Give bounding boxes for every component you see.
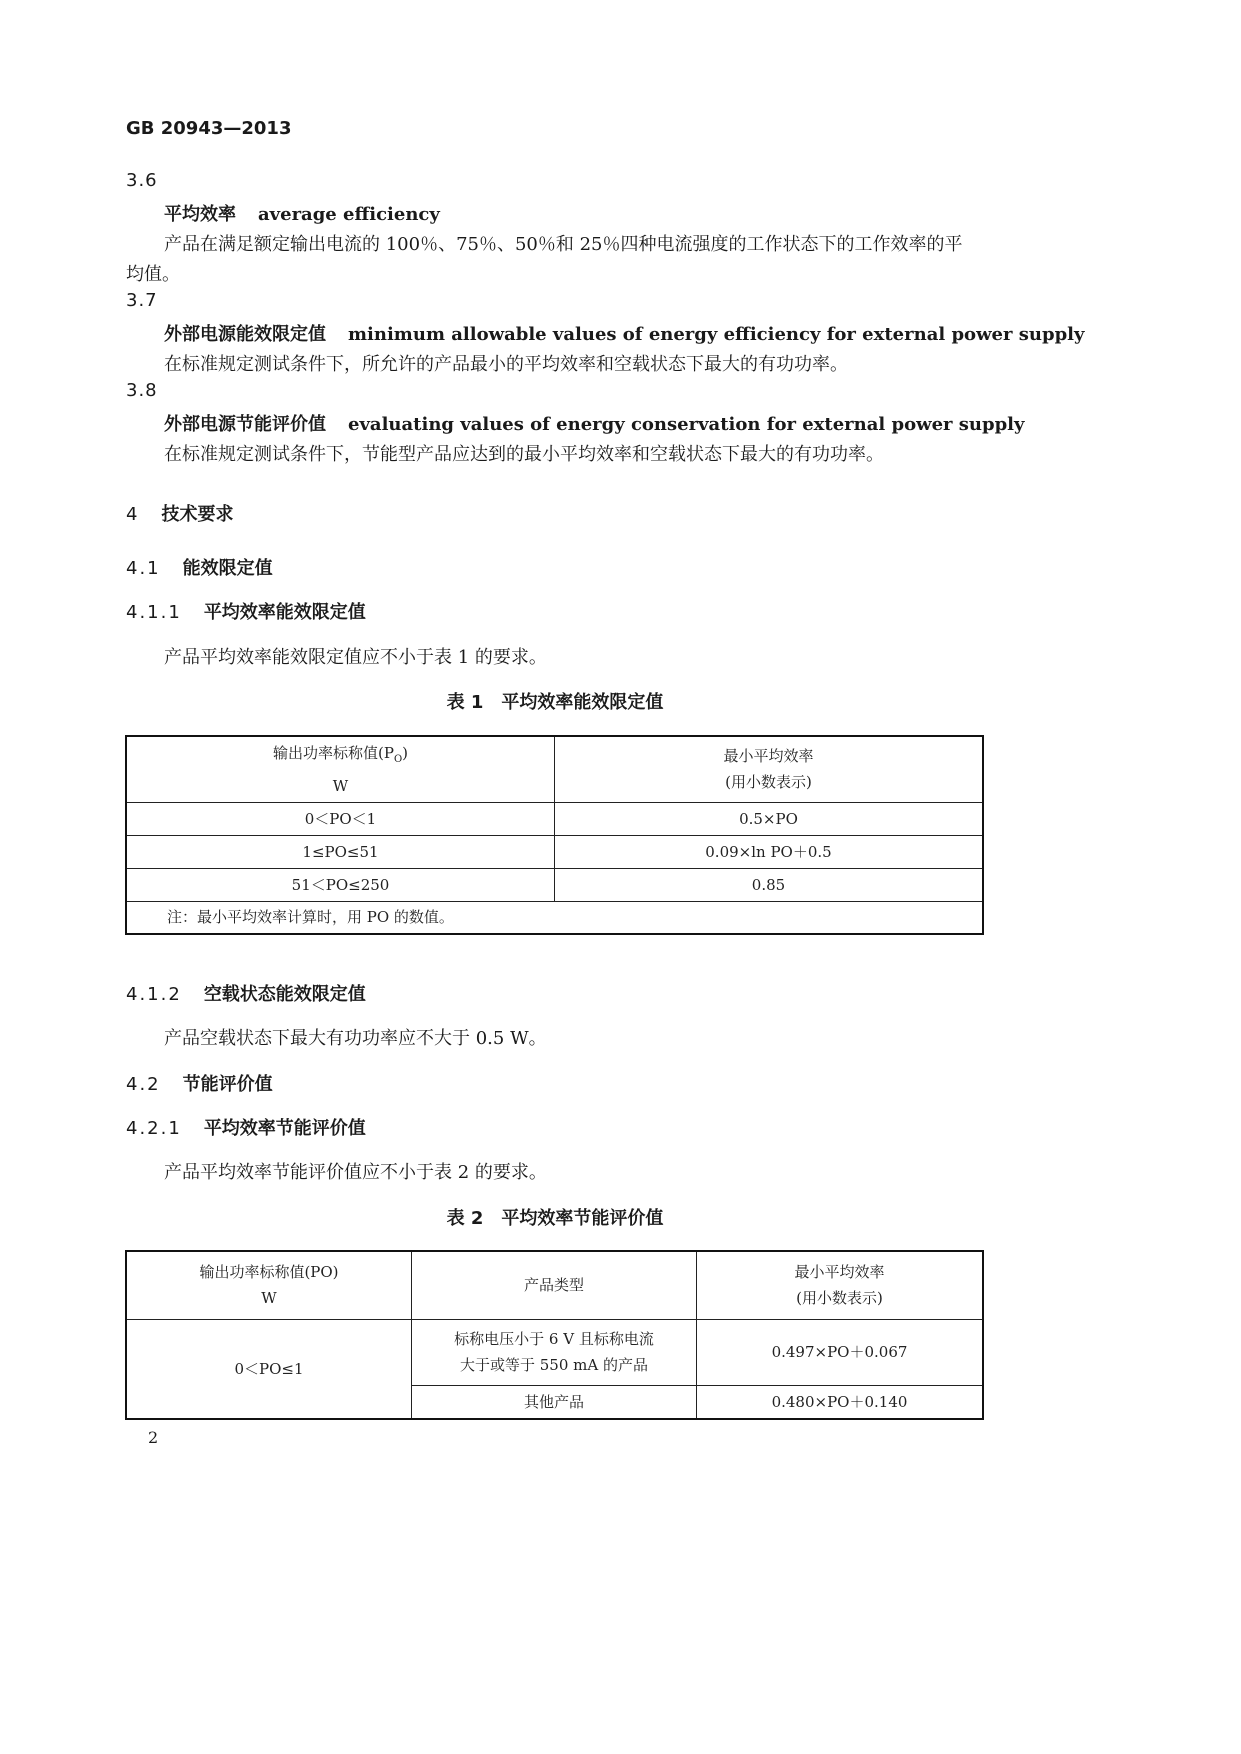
term-heading (164, 320, 1084, 346)
term-en: average efficiency (258, 204, 440, 225)
section-heading: 4 技术要求 (126, 504, 234, 525)
paragraph: 产品平均效率能效限定值应不小于表 1 的要求。 (164, 647, 547, 668)
table-cell: 0.480×PO＋0.140 (697, 1385, 984, 1419)
section-heading: 4.1.2 空载状态能效限定值 (126, 984, 366, 1005)
clause-number: 3.8 (126, 380, 158, 401)
term-cn: 平均效率 (164, 204, 236, 225)
section-heading: 4.1 能效限定值 (126, 558, 273, 579)
table-cell: 0.09×ln PO＋0.5 (555, 835, 984, 868)
table-cell: 0.85 (555, 868, 984, 901)
table-header-cell: 最小平均效率 (用小数表示) (697, 1251, 984, 1319)
page-number: 2 (148, 1428, 159, 1447)
table-header-cell: 输出功率标称值(PO) W (126, 1251, 412, 1319)
section-heading: 4.2 节能评价值 (126, 1074, 273, 1095)
table-header-cell: 输出功率标称值$(P_O)$ W (126, 736, 555, 802)
table-header-cell: 最小平均效率 (用小数表示) (555, 736, 984, 802)
table-cell: 51＜PO≤250 (126, 868, 555, 901)
definition-text: 在标准规定测试条件下，所允许的产品最小的平均效率和空载状态下最大的有功功率。 (164, 354, 848, 375)
definition-text: 产品在满足额定输出电流的 100％、75％、50％和 25％四种电流强度的工作状态下的工作效率的平 (164, 234, 963, 255)
table-cell: 1≤PO≤51 (126, 835, 555, 868)
paragraph: 产品空载状态下最大有功功率应不大于 0.5 W。 (164, 1028, 547, 1049)
table-cell: 0＜PO＜1 (126, 802, 555, 835)
term-cn: 外部电源能效限定值 (164, 324, 326, 345)
term-heading (164, 200, 440, 226)
term-en: evaluating values of energy conservation for external power supply (348, 414, 1025, 435)
table-cell: 0.497×PO＋0.067 (697, 1319, 984, 1385)
table-1 (125, 735, 984, 935)
term-en: minimum allowable values of energy efficiency for external power supply (348, 324, 1085, 345)
section-heading: 4.1.1 平均效率能效限定值 (126, 602, 366, 623)
table-cell: 0.5×PO (555, 802, 984, 835)
table-caption: 表 2 平均效率节能评价值 (446, 1208, 664, 1229)
table-cell: 0＜PO≤1 (126, 1319, 412, 1419)
table-cell: 标称电压小于 6 V 且标称电流 大于或等于 550 mA 的产品 (412, 1319, 697, 1385)
table-cell: 其他产品 (412, 1385, 697, 1419)
term-heading (164, 410, 1024, 436)
definition-text: 在标准规定测试条件下，节能型产品应达到的最小平均效率和空载状态下最大的有功功率。 (164, 444, 884, 465)
table-2 (125, 1250, 984, 1420)
table-note: 注：最小平均效率计算时，用 PO 的数值。 (126, 901, 983, 934)
definition-text: 均值。 (126, 264, 180, 285)
clause-number: 3.6 (126, 170, 158, 191)
section-heading: 4.2.1 平均效率节能评价值 (126, 1118, 366, 1139)
standard-number: GB 20943—2013 (126, 118, 292, 139)
table-header-cell: 产品类型 (412, 1251, 697, 1319)
clause-number: 3.7 (126, 290, 158, 311)
paragraph: 产品平均效率节能评价值应不小于表 2 的要求。 (164, 1162, 547, 1183)
table-caption: 表 1 平均效率能效限定值 (446, 692, 664, 713)
term-cn: 外部电源节能评价值 (164, 414, 326, 435)
